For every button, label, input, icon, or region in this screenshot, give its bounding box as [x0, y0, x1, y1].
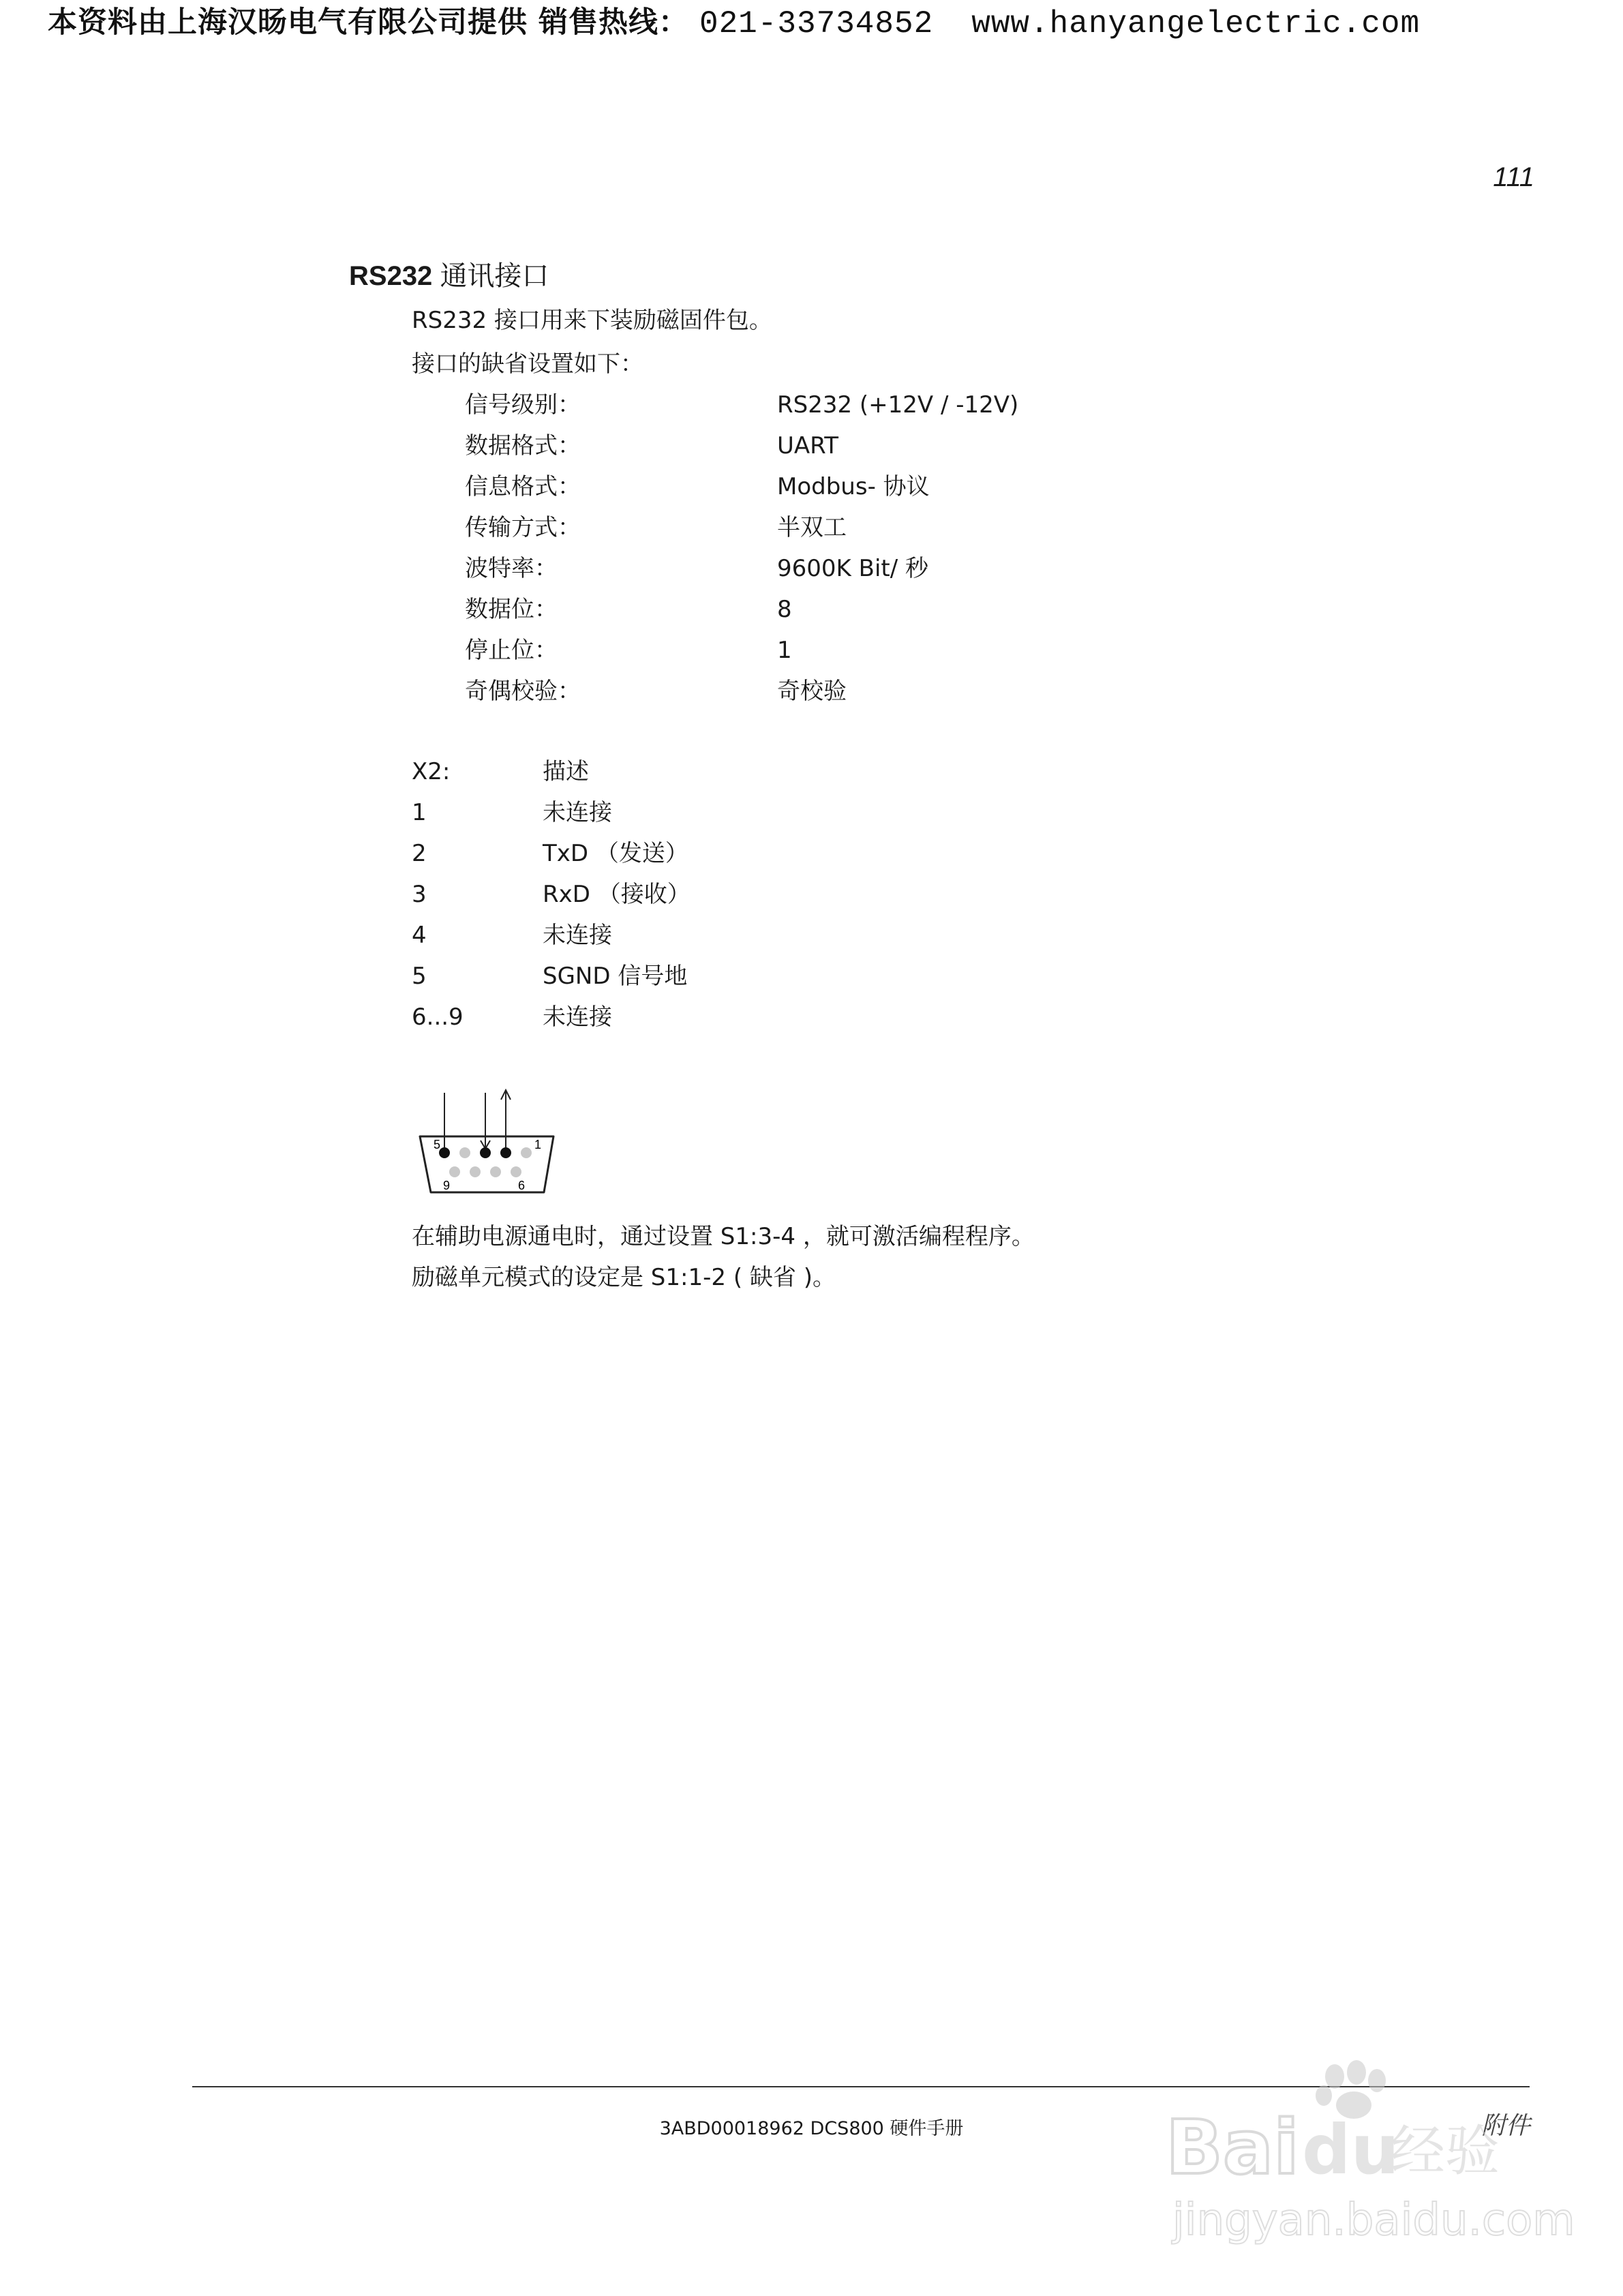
setting-label: 停止位：	[465, 637, 558, 664]
setting-value: Modbus- 协议	[777, 473, 930, 500]
pin1-label: 1	[534, 1138, 542, 1151]
pin6-dot	[511, 1166, 521, 1177]
pin-description: 未连接	[543, 922, 612, 949]
pin-description: SGND 信号地	[543, 963, 688, 990]
pin-description: 未连接	[543, 1003, 612, 1031]
setting-label: 数据位：	[465, 596, 558, 623]
pin-number: 6...9	[412, 1003, 464, 1031]
pin5-label: 5	[434, 1138, 441, 1151]
setting-value: UART	[777, 432, 839, 459]
header-banner	[48, 3, 1588, 42]
pin4-dot	[459, 1147, 470, 1158]
setting-label: 传输方式：	[465, 514, 581, 541]
setting-label: 奇偶校验：	[465, 678, 581, 705]
pin-table-header-pin: X2:	[412, 758, 451, 785]
note-mode-setting: 励磁单元模式的设定是 S1:1-2 ( 缺省 )。	[412, 1264, 836, 1291]
setting-value: 1	[777, 637, 792, 664]
section-title-cn: 通讯接口	[440, 260, 549, 292]
setting-label: 数据格式：	[465, 432, 581, 459]
pin-number: 4	[412, 922, 427, 949]
pin2-dot	[500, 1147, 511, 1158]
banner-phone: 021-33734852	[699, 6, 934, 42]
pin6-label: 6	[518, 1179, 526, 1192]
setting-value: 9600K Bit/ 秒	[777, 555, 928, 582]
setting-label: 信息格式：	[465, 473, 581, 500]
baidu-jingyan-watermark	[1152, 2057, 1575, 2262]
pin-table-header-desc: 描述	[543, 758, 589, 785]
pin-description: RxD （接收）	[543, 881, 691, 908]
watermark-du-text: du	[1302, 2110, 1399, 2190]
pin-number: 1	[412, 799, 427, 826]
intro-text: RS232 接口用来下装励磁固件包。	[412, 307, 772, 334]
pin-description: 未连接	[543, 799, 612, 826]
pin-number: 5	[412, 963, 427, 990]
banner-text: 本资料由上海汉旸电气有限公司提供 销售热线：	[48, 5, 688, 40]
pin-description: TxD （发送）	[543, 840, 688, 867]
setting-value: 半双工	[777, 514, 847, 541]
page-number: 111	[1493, 162, 1534, 192]
setting-value: 奇校验	[777, 678, 847, 705]
setting-value: RS232 (+12V / -12V)	[777, 391, 1019, 419]
note-programming: 在辅助电源通电时，通过设置 S1:3-4 ，就可激活编程程序。	[412, 1223, 1035, 1250]
pin-number: 2	[412, 840, 427, 867]
pin9-dot	[449, 1166, 460, 1177]
pin7-dot	[490, 1166, 501, 1177]
section-title	[349, 254, 549, 293]
setting-label: 波特率：	[465, 555, 558, 582]
defaults-heading: 接口的缺省设置如下：	[412, 350, 643, 378]
watermark-url-text: jingyan.baidu.com	[1172, 2195, 1575, 2246]
pin9-label: 9	[443, 1179, 451, 1192]
db9-connector-diagram	[417, 1087, 560, 1203]
pin-number: 3	[412, 881, 427, 908]
pin5-dot	[439, 1147, 450, 1158]
pin3-dot	[480, 1147, 491, 1158]
pin1-dot	[521, 1147, 532, 1158]
section-title-latin: RS232	[349, 261, 433, 291]
banner-website: www.hanyangelectric.com	[971, 6, 1421, 42]
footer-appendix: 附件	[1481, 2112, 1530, 2140]
setting-value: 8	[777, 596, 792, 623]
footer-document-id: 3ABD00018962 DCS800 硬件手册	[659, 2118, 964, 2139]
watermark-jingyan-text: 经验	[1391, 2119, 1500, 2183]
watermark-brand-text: Bai	[1166, 2104, 1299, 2191]
pin8-dot	[470, 1166, 481, 1177]
setting-label: 信号级别：	[465, 391, 581, 419]
